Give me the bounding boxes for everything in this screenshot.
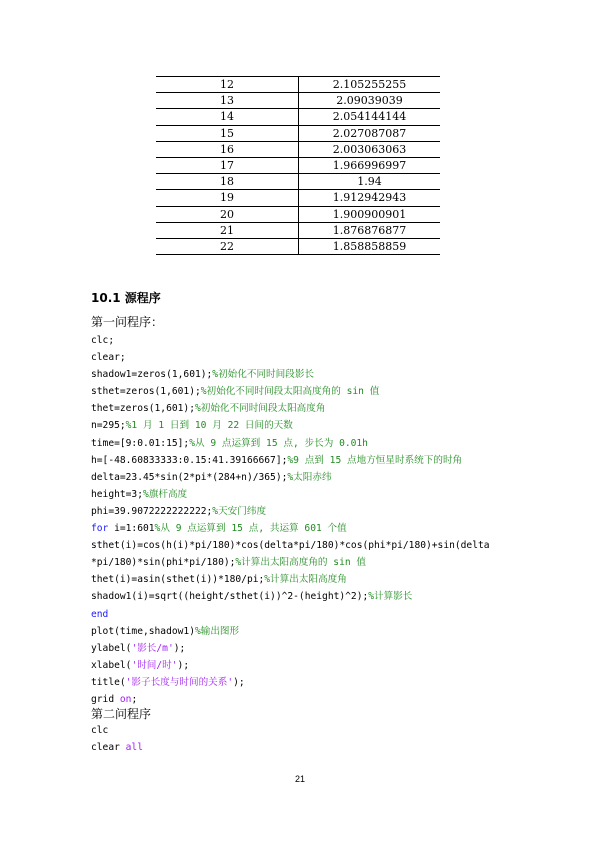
code-line — [91, 332, 521, 349]
code-string: all — [125, 742, 143, 754]
code-comment: %9 点到 15 点地方恒星时系统下的时角 — [287, 454, 463, 466]
index-cell: 16 — [156, 141, 299, 157]
code-text: ; — [131, 693, 138, 705]
code-text: n=295; — [91, 420, 126, 432]
value-cell: 2.027087087 — [299, 125, 441, 141]
code-line — [91, 571, 521, 588]
code-text: phi=39.9072222222222; — [91, 505, 213, 517]
code-comment: %天安门纬度 — [212, 505, 267, 517]
index-cell: 14 — [156, 109, 299, 125]
code-keyword: for — [91, 523, 109, 535]
index-cell: 21 — [156, 222, 299, 238]
code-text: h=[-48.60833333:0.15:41.39166667]; — [91, 454, 288, 466]
table-row — [156, 190, 440, 206]
code-line — [91, 623, 521, 640]
code-text: i=1:601 — [108, 523, 155, 535]
code-line — [91, 452, 521, 469]
code-text: ); — [233, 676, 245, 688]
code-comment: %输出图形 — [194, 625, 240, 637]
code-text: ); — [177, 659, 190, 671]
code-line — [91, 722, 521, 739]
code-text: grid — [91, 693, 120, 705]
code-line — [91, 674, 521, 691]
code-comment: %计算出太阳高度角的 sin 值 — [235, 557, 366, 569]
data-table-body — [156, 77, 440, 255]
index-cell: 22 — [156, 238, 299, 254]
code-text: clear — [91, 742, 126, 754]
code-line — [91, 640, 521, 657]
code-line — [91, 537, 521, 554]
value-cell: 2.09039039 — [299, 93, 441, 109]
code-text: plot(time,shadow1) — [91, 625, 195, 637]
code-line — [91, 503, 521, 520]
code-comment: %旗杆高度 — [142, 488, 188, 500]
index-cell: 20 — [156, 206, 299, 222]
code-text: clear; — [91, 352, 126, 364]
table-row — [156, 206, 440, 222]
table-row — [156, 77, 440, 93]
code-line — [91, 366, 521, 383]
value-cell: 1.876876877 — [299, 222, 441, 238]
page-number: 21 — [294, 774, 305, 784]
value-cell: 1.858858859 — [299, 238, 441, 254]
code-comment: %初始化不同时间段太阳高度角的 sin 值 — [200, 386, 380, 398]
code-comment: %从 9 点运算到 15 点, 共运算 601 个值 — [154, 523, 347, 535]
code-comment: %1 月 1 日到 10 月 22 日间的天数 — [125, 420, 293, 432]
table-row — [156, 222, 440, 238]
index-cell: 13 — [156, 93, 299, 109]
code-text: ); — [173, 642, 186, 654]
value-cell: 1.912942943 — [299, 190, 441, 206]
index-cell: 15 — [156, 125, 299, 141]
value-cell: 1.900900901 — [299, 206, 441, 222]
table-row — [156, 238, 440, 254]
code-line — [91, 469, 521, 486]
code-line — [91, 657, 521, 674]
data-table — [156, 76, 440, 255]
code-string: on — [119, 693, 132, 705]
code-line — [91, 400, 521, 417]
table-row — [156, 157, 440, 173]
table-row — [156, 141, 440, 157]
q2-heading: 第二问程序 — [91, 707, 152, 721]
code-line — [91, 435, 521, 452]
index-cell: 18 — [156, 174, 299, 190]
code-text: shadow1(i)=sqrt((height/sthet(i))^2-(height)^2); — [91, 591, 369, 603]
code-string: '时间/时' — [131, 659, 178, 671]
code-line — [91, 520, 521, 537]
code-comment: %计算影长 — [368, 591, 413, 603]
code-keyword: end — [91, 608, 109, 620]
code-string: '影长/m' — [131, 642, 174, 654]
code-line — [91, 417, 521, 434]
code-text: delta=23.45*sin(2*pi*(284+n)/365); — [91, 471, 288, 483]
code-text: shadow1=zeros(1,601); — [91, 369, 213, 381]
code-block-q1 — [91, 332, 521, 708]
value-cell: 2.054144144 — [299, 109, 441, 125]
value-cell: 2.003063063 — [299, 141, 441, 157]
code-comment: %初始化不同时间段影长 — [212, 369, 315, 381]
table-row — [156, 93, 440, 109]
code-text: xlabel( — [91, 659, 132, 671]
code-line — [91, 691, 521, 708]
value-cell: 1.94 — [299, 174, 441, 190]
table-row — [156, 174, 440, 190]
code-line — [91, 739, 521, 756]
code-text: clc; — [91, 335, 115, 346]
code-text: title( — [91, 676, 126, 688]
table-row — [156, 125, 440, 141]
table-row — [156, 109, 440, 125]
code-text: time=[9:0.01:15]; — [91, 437, 190, 449]
code-comment: %从 9 点运算到 15 点, 步长为 0.01h — [189, 437, 368, 449]
code-comment: %太阳赤纬 — [287, 471, 332, 483]
code-text: thet(i)=asin(sthet(i))*180/pi; — [91, 574, 265, 586]
code-text: *pi/180)*sin(phi*pi/180); — [91, 557, 236, 569]
code-string: '影子长度与时间的关系' — [125, 676, 234, 688]
code-text: height=3; — [91, 488, 143, 500]
index-cell: 17 — [156, 157, 299, 173]
q1-heading: 第一问程序： — [91, 315, 164, 329]
code-text: clc — [91, 725, 109, 736]
code-comment: %初始化不同时间段太阳高度角 — [194, 403, 326, 415]
code-text: sthet=zeros(1,601); — [91, 386, 201, 398]
code-line — [91, 588, 521, 605]
value-cell: 1.966996997 — [299, 157, 441, 173]
section-title: 10.1 源程序 — [91, 291, 161, 305]
code-line — [91, 486, 521, 503]
code-text: thet=zeros(1,601); — [91, 403, 195, 415]
code-block-q2 — [91, 722, 521, 756]
code-text: sthet(i)=cos(h(i)*pi/180)*cos(delta*pi/180)*cos(phi*pi/180)+sin(delta — [91, 540, 490, 552]
index-cell: 12 — [156, 77, 299, 93]
code-line — [91, 383, 521, 400]
code-line — [91, 606, 521, 623]
code-line — [91, 349, 521, 366]
code-line — [91, 554, 521, 571]
code-comment: %计算出太阳高度角 — [264, 574, 347, 586]
index-cell: 19 — [156, 190, 299, 206]
code-text: ylabel( — [91, 642, 132, 654]
value-cell: 2.105255255 — [299, 77, 441, 93]
